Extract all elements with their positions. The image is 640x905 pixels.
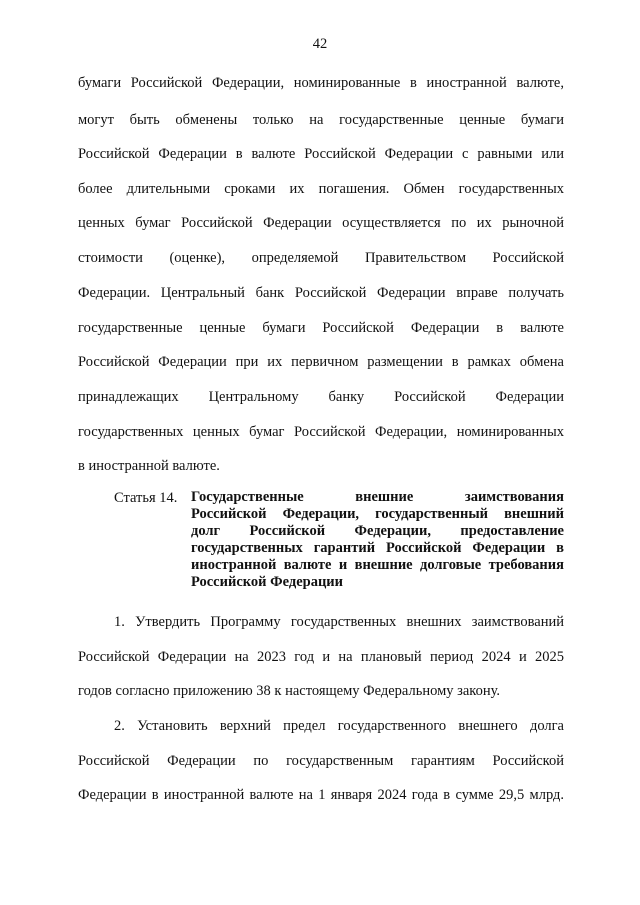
text-line: Федерации. Центральный банк Российской Федерации вправе получать [78,285,564,301]
text-line: в иностранной валюте. [78,458,220,474]
text-line: Российской Федерации при их первичном размещении в рамках обмена [78,354,564,370]
text-line: принадлежащих Центральному банку Российской Федерации [78,389,564,405]
page-number: 42 [312,36,328,52]
text-line: Российской Федерации по государственным гарантиям Российской [78,753,564,769]
text-line: государственных ценных бумаг Российской Федерации, номинированных [78,424,564,440]
article-title-line: государственных гарантий Российской Федерации в [191,540,564,556]
text-line: 2. Установить верхний предел государственного внешнего долга [114,718,564,734]
text-line: могут быть обменены только на государственные ценные бумаги [78,112,564,128]
article-title-line: Российской Федерации, государственный внешний [191,506,564,522]
text-line: стоимости (оценке), определяемой Правительством Российской [78,250,564,266]
text-line: бумаги Российской Федерации, номинированные в иностранной валюте, [78,75,564,91]
text-line: 1. Утвердить Программу государственных внешних заимствований [114,614,564,630]
text-line: более длительными сроками их погашения. Обмен государственных [78,181,564,197]
text-line: ценных бумаг Российской Федерации осуществляется по их рыночной [78,215,564,231]
article-title-line: долг Российской Федерации, предоставление [191,523,564,539]
article-title-line: Государственные внешние заимствования [191,489,564,505]
text-line: годов согласно приложению 38 к настоящему Федеральному закону. [78,683,501,699]
text-line: государственные ценные бумаги Российской Федерации в валюте [78,320,564,336]
text-line: Федерации в иностранной валюте на 1 января 2024 года в сумме 29,5 млрд. [78,787,564,803]
article-title-line: Российской Федерации [191,574,344,590]
text-line: Российской Федерации на 2023 год и на плановый период 2024 и 2025 [78,649,564,665]
text-line: Российской Федерации в валюте Российской Федерации с равными или [78,146,564,162]
article-title-line: иностранной валюте и внешние долговые требования [191,557,564,573]
article-label: Статья 14. [114,490,178,506]
